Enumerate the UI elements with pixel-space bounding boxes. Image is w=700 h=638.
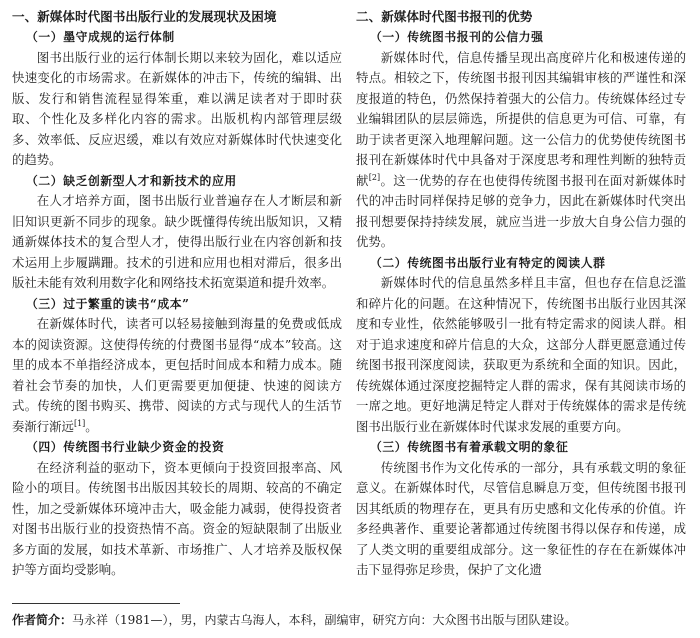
- citation-1[interactable]: [1]: [73, 418, 86, 428]
- right-column: [356, 6, 686, 581]
- subheading-talent-shortage: （二）缺乏创新型人才和新技术的应用: [26, 173, 237, 188]
- section-heading-advantages: 二、新媒体时代图书报刊的优势: [356, 9, 533, 24]
- paragraph-lack-of-investment: 在经济利益的驱动下，资本更倾向于投资回报率高、风险小的项目。传统图书出版因其较长的周期、较高的不确定性，加之受新媒体环境冲击大，吸金能力减弱，使得投资者对图书出版行业的投资热情不高。资金的短缺限制了出版业多方面的发展，如技术革新、市场推广、人才培养及版权保护等方面均受影响。: [12, 459, 342, 577]
- left-column: [12, 6, 342, 581]
- subheading-civilization-symbol: （三）传统图书有着承载文明的象征: [370, 440, 569, 454]
- paragraph-talent-shortage: 在人才培养方面，图书出版行业普遍存在人才断层和新旧知识更新不同步的现象。缺少既懂得传统出版知识，又精通新媒体技术的复合型人才，使得出版行业在内容创新和技术运用上步履蹒跚。技术的引进和应用也相对滞后，很多出版社未能有效利用数字化和网络技术拓宽渠道和提升效率。: [12, 193, 342, 290]
- paragraph-rigid-system: 图书出版行业的运行体制长期以来较为固化，难以适应快速变化的市场需求。在新媒体的冲击下，传统的编辑、出版、发行和销售流程显得笨重，难以满足读者对于即时获取、个性化及多样化内容的需求。出版机构内部管理层级多、效率低、反应迟缓，难以有效应对新媒体时代快速变化的趋势。: [12, 49, 342, 167]
- section-heading-development-status: 一、新媒体时代图书出版行业的发展现状及困境: [12, 9, 277, 24]
- subheading-lack-of-investment: （四）传统图书行业缺少资金的投资: [26, 440, 225, 454]
- paragraph-text: 在新媒体时代，读者可以轻易接触到海量的免费或低成本的阅读资源。这使得传统的付费图书显得“成本”较高。这里的成本不单指经济成本，更包括时间成本和精力成本。随着社会节奏的加快，人们更需要更加便捷、快速的阅读方式。传统的图书购买、携带、阅读的方式与现代人的生活节奏渐行渐远: [12, 316, 342, 434]
- paragraph-civilization-symbol: 传统图书作为文化传承的一部分，具有承载文明的象征意义。在新媒体时代，尽管信息瞬息万变，但传统图书报刊因其纸质的物理存在，更具有历史感和文化传承的价值。许多经典著作、重要论著都通过传统图书得以保存和传递，成了人类文明的重要组成部分。这一象征性的存在在新媒体冲击下显得弥足珍贵，保护了文化遗: [356, 459, 686, 577]
- paragraph-text: 新媒体时代，信息传播呈现出高度碎片化和极速传递的特点。相较之下，传统图书报刊因其编辑审核的严谨性和深度报道的特色，仍然保持着强大的公信力。传统媒体经过专业编辑团队的层层筛选，所提供的信息更为可信、可靠，有助于读者更深入地理解问题。这一公信力的优势使传统图书报刊在新媒体时代中具备对于深度思考和理性判断的独特贡献: [356, 49, 686, 188]
- paragraph-text-end: 。这一优势的存在也使得传统图书报刊在面对新媒体时代的冲击时同样保持足够的竞争力，因此在新媒体时代突出报刊想要保持持续发展，就应当进一步放大自身公信力强的优势。: [356, 172, 687, 249]
- paragraph-text-end: 。: [85, 418, 98, 434]
- subheading-specific-readers: （二）传统图书出版行业有特定的阅读人群: [370, 255, 606, 270]
- subheading-rigid-system: （一）墨守成规的运行体制: [26, 30, 175, 44]
- subheading-credibility: （一）传统图书报刊的公信力强: [370, 30, 544, 44]
- paragraph-reading-cost: [12, 314, 342, 437]
- citation-2[interactable]: [2]: [368, 172, 381, 182]
- footnote-divider: [12, 603, 180, 604]
- footnote-text: 马永祥（1981—），男，内蒙古乌海人，本科，副编审，研究方向：大众图书出版与团队建设。: [72, 613, 577, 627]
- author-footnote: [12, 611, 692, 629]
- paragraph-credibility: [356, 48, 686, 253]
- subheading-reading-cost: （三）过于繁重的读书“成本”: [26, 296, 190, 311]
- footnote-label: 作者简介：: [12, 613, 73, 627]
- paragraph-specific-readers: 新媒体时代的信息虽然多样且丰富，但也存在信息泛滥和碎片化的问题。在这种情况下，传统图书出版行业因其深度和专业性，依然能够吸引一批有特定需求的阅读人群。相对于追求速度和碎片信息的大众，这部分人群更愿意通过传统图书报刊深度阅读，获取更为系统和全面的知识。因此，传统媒体通过深度挖掘特定人群的需求，保有其阅读市场的一席之地。更好地满足特定人群对于传统媒体的需求是传统图书出版行业在新媒体时代谋求发展的重要方向。: [356, 275, 686, 434]
